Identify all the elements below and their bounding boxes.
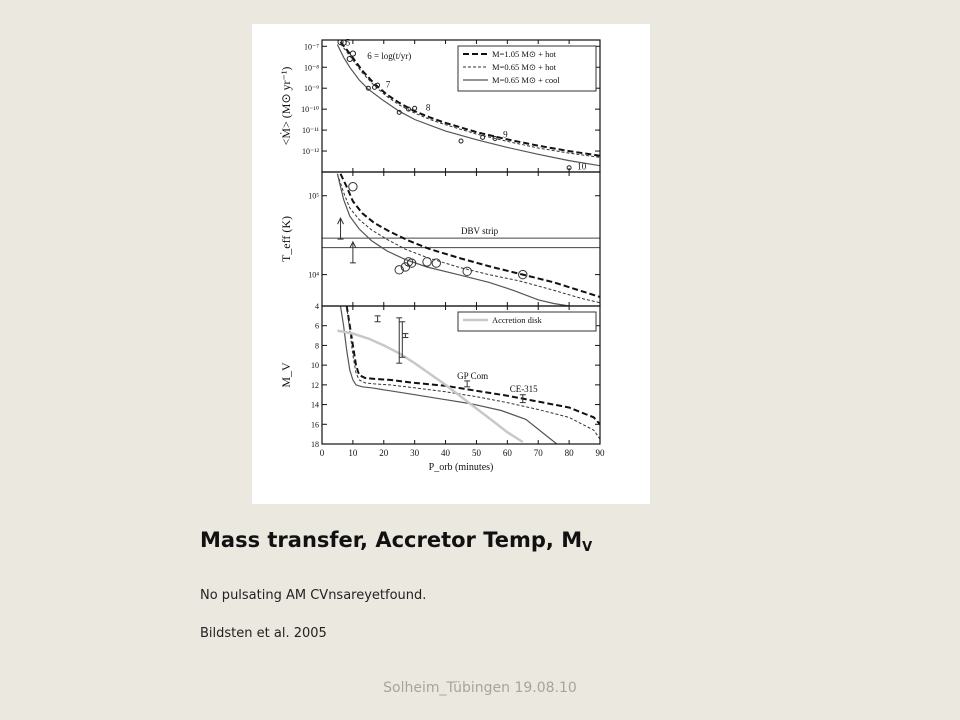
- y-tick-label: 18: [311, 440, 319, 449]
- x-tick-label: 40: [441, 448, 451, 458]
- chart-svg: [252, 24, 650, 504]
- note-line-1: No pulsating AM CVnsareyetfound.: [200, 588, 427, 603]
- y-tick-label: 10⁵: [308, 191, 319, 201]
- y-tick-label: 10⁻⁷: [303, 42, 319, 52]
- y-tick-label: 12: [311, 380, 319, 390]
- age-marker: [459, 139, 463, 143]
- panel-bottom-series-3-line: [337, 331, 522, 442]
- panel-middle-frame: [322, 172, 600, 306]
- figure-image: [252, 24, 650, 504]
- legend-entry: Accretion disk: [492, 315, 542, 325]
- y-tick-label: 4: [315, 302, 319, 311]
- y-tick-label: 10: [311, 361, 319, 371]
- age-marker: [347, 56, 352, 61]
- x-axis-label: P_orb (minutes): [428, 462, 494, 473]
- x-tick-label: 60: [502, 448, 512, 458]
- note-line-2: Bildsten et al. 2005: [200, 626, 327, 641]
- observation-point: [432, 259, 440, 267]
- y-tick-label: 8: [315, 341, 319, 351]
- age-annotation: 10: [577, 161, 587, 172]
- x-tick-label: 50: [471, 448, 481, 458]
- legend-entry: M=0.65 M⊙ + hot: [492, 62, 556, 72]
- age-marker: [350, 51, 355, 56]
- y-tick-label: 10⁴: [308, 270, 319, 280]
- y-tick-label: 6: [315, 321, 319, 331]
- slide-footer: Solheim_Tübingen 19.08.10: [383, 680, 577, 696]
- age-marker: [481, 135, 485, 139]
- x-tick-label: 0: [319, 448, 325, 458]
- panel-middle-series-2-line: [337, 174, 569, 306]
- object-label: GP Com: [457, 370, 489, 381]
- age-annotation: 7: [385, 79, 391, 90]
- x-tick-label: 20: [379, 448, 389, 458]
- age-annotation: 5: [345, 37, 351, 48]
- y-tick-label: 10⁻¹¹: [301, 126, 319, 136]
- legend-entry: M=1.05 M⊙ + hot: [492, 49, 556, 59]
- age-annotation: 9: [503, 129, 508, 140]
- x-tick-label: 10: [348, 448, 358, 458]
- y-tick-label: 10⁻⁹: [303, 84, 319, 94]
- y-tick-label: 14: [311, 400, 319, 410]
- age-annotation: 6 = log(t/yr): [367, 50, 412, 61]
- band-label: DBV strip: [461, 226, 499, 237]
- y-tick-label: 10⁻⁸: [303, 63, 319, 73]
- slide-title-sub: V: [582, 540, 593, 555]
- panel-middle-ylabel: T_eff (K): [279, 215, 293, 263]
- x-tick-label: 70: [533, 448, 543, 458]
- y-tick-label: 16: [311, 420, 319, 430]
- x-tick-label: 80: [564, 448, 574, 458]
- panel-top-ylabel: <Ṁ> (M⊙ yr⁻¹): [279, 66, 293, 146]
- observation-point: [463, 267, 471, 275]
- slide-title: [200, 528, 592, 555]
- age-annotation: 8: [425, 102, 431, 113]
- age-marker: [413, 106, 417, 110]
- x-tick-label: 30: [410, 448, 420, 458]
- object-label: CE-315: [509, 383, 538, 394]
- y-tick-label: 10⁻¹⁰: [301, 105, 319, 115]
- panel-bottom-ylabel: M_V: [279, 362, 293, 388]
- x-tick-label: 90: [595, 448, 605, 458]
- y-tick-label: 10⁻¹²: [301, 147, 319, 157]
- observation-point: [349, 183, 357, 191]
- slide-title-main: Mass transfer, Accretor Temp, M: [200, 528, 583, 552]
- legend-entry: M=0.65 M⊙ + cool: [492, 75, 560, 85]
- observation-point: [423, 258, 431, 266]
